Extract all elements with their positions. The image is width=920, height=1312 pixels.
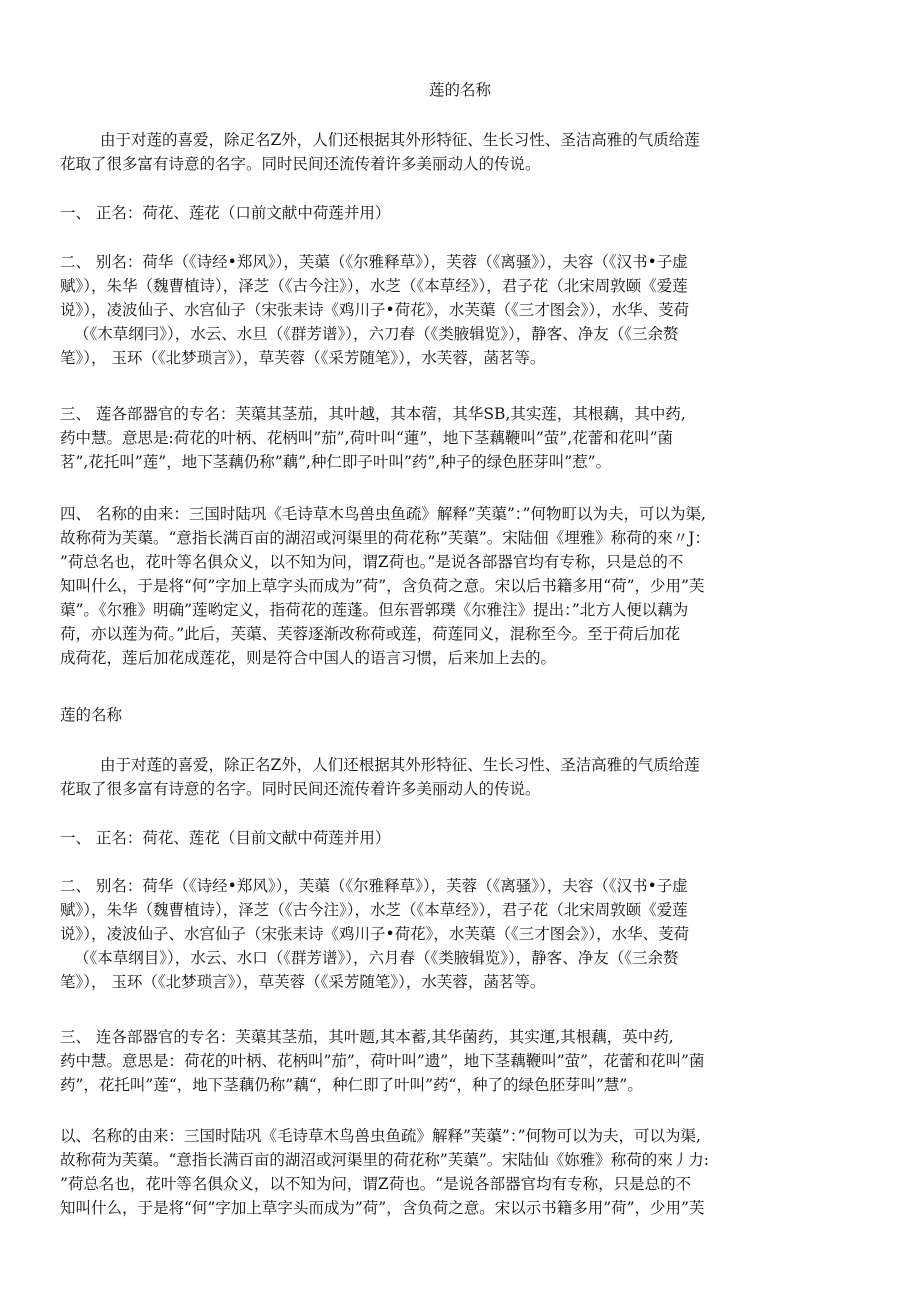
text-line: （《本草纲目》），水云、水口（《群芳谱》），六月春（《类腋辑览》），静客、净友（《三余赘 — [74, 949, 679, 967]
text-line: 笔》）， 玉环（《北梦琐言》），草芙蓉（《采芳随笔》），水芙蓉，菡茗等。 — [60, 973, 546, 991]
text-line: 以、名称的由来：三国时陆巩《毛诗草木鸟兽虫鱼疏》解释”芙蕖”：”何物可以为夫，可以为渠, — [60, 1127, 701, 1145]
text-line: ”荷总名也，花叶等名俱众义，以不知为问，谓Z荷也。”是说各部器官均有专称，只是总的不 — [60, 553, 684, 571]
text-line: 药”，花托叫”莲“，地下茎藕仍称”藕“，种仁即了叶叫”药“，种了的绿色胚芽叫”慧”。 — [60, 1076, 643, 1094]
section2-title: 莲的名称 — [60, 706, 123, 724]
text-line: 故称荷为芙蕖。“意指长满百亩的湖沼或河渠里的荷花称”芙蕖”。宋陆仙《妳雅》称荷的來丿力: — [60, 1151, 709, 1169]
section2-paragraph-2 — [60, 874, 860, 994]
text-line: 一、 正名：荷花、莲花（口前文献中荷莲并用） — [60, 204, 391, 222]
section1-paragraph-2 — [60, 250, 860, 370]
text-line: 故称荷为芙蕖。“意指长满百亩的湖沼或河渠里的荷花称”芙蕖”。宋陆佃《埋雅》称荷的來〃J： — [60, 529, 710, 547]
text-line: 说》），凌波仙子、水宫仙子（宋张耒诗《鸡川子•荷花》，水芙蕖（《三才图会》），水华、芰荷 — [60, 925, 690, 943]
section1-title: 莲的名称 — [428, 81, 491, 99]
text-line: 花取了很多富有诗意的名字。同时民间还流传着许多美丽动人的传说。 — [60, 780, 541, 798]
text-line: 赋》），朱华（魏曹植诗），泽芝（《古今注》），水芝（《本草经》），君子花（北宋周敦颐《爱莲 — [60, 901, 688, 919]
section1-paragraph-1 — [60, 201, 860, 225]
text-line: 三、 莲各部器官的专名：芙蕖其茎茄，其叶越，其本蓿，其华SB,其实莲，其根藕，其中药, — [60, 405, 686, 423]
text-line: 一、 正名：荷花、莲花（目前文献中荷莲并用） — [60, 829, 391, 847]
text-line: 三、 连各部器官的专名：芙蕖其茎茄，其叶题,其本蓄,其华菌药，其实運,其根藕，英中药, — [60, 1028, 674, 1046]
text-line: 药中慧。意思是:荷花的叶柄、花柄叫”茄”,荷叶叫“蓮”，地下茎藕鞭叫”萤”,花蕾和花叫”菌 — [60, 429, 674, 447]
text-line: 由于对莲的喜爱，除疋名Z外，人们还根据其外形特征、生长习性、圣洁高雅的气质给莲 — [100, 131, 700, 149]
text-line: 知叫什么，于是将“何”字加上草字头而成为”荷”，含负荷之意。宋以后书籍多用“荷”，少用”芙 — [60, 577, 705, 595]
text-line: ”荷总名也，花叶等名俱众义，以不知为问，谓Z荷也。“是说各部器官均有专称，只是总的不 — [60, 1175, 692, 1193]
text-line: 茗”,花托叫”莲”，地下茎藕仍称”藕”,种仁即子叶叫”药”,种子的绿色胚芽叫”惹”。 — [60, 453, 612, 471]
text-line: 花取了很多富有诗意的名字。同时民间还流传着许多美丽动人的传说。 — [60, 155, 541, 173]
text-line: 笔》）， 玉环（《北梦琐言》），草芙蓉（《采芳随笔》），水芙蓉，菡茗等。 — [60, 349, 546, 367]
text-line: 赋》），朱华（魏曹植诗），泽芝（《古今注》），水芝（《本草经》），君子花（北宋周敦颐《爱莲 — [60, 277, 688, 295]
text-line: 知叫什么，于是将“何”字加上草字头而成为”荷”，含负荷之意。宋以示书籍多用”荷”，少用”芙 — [60, 1199, 705, 1217]
text-line: 由于对莲的喜爱，除正名Z外，人们还根据其外形特征、生长习性、圣洁高雅的气质给莲 — [100, 756, 700, 774]
section1-intro — [60, 128, 860, 176]
text-line: 二、 别名：荷华（《诗经•郑风》），芙蕖（《尔雅释草》），芙蓉（《离骚》），夫容（《汉书•子虚 — [60, 877, 688, 895]
text-line: 成荷花，莲后加花成莲花，则是符合中国人的语言习惯，后来加上去的。 — [60, 649, 557, 667]
section2-intro — [60, 753, 860, 801]
text-line: 蕖”。《尔雅》明确”莲哟定义，指荷花的莲蓬。但东晋郭璞《尔雅注》提出：”北方人便以藕为 — [60, 601, 689, 619]
text-line: 荷，亦以莲为荷。”此后，芙蕖、芙蓉逐渐改称荷或莲，荷莲同义，混称至今。至于荷后加花 — [60, 625, 681, 643]
text-line: 四、 名称的由来：三国时陆巩《毛诗草木鸟兽虫鱼疏》解释”芙蕖”：”何物町以为夫，可以为渠, — [60, 505, 706, 523]
section2-paragraph-4 — [60, 1124, 860, 1220]
section1-paragraph-4 — [60, 502, 860, 670]
text-line: （《木草纲冃》），水云、水旦（《群芳谱》），六刀春（《类腋辑览》），静客、净友（《三余赘 — [74, 325, 679, 343]
section1-paragraph-3 — [60, 402, 860, 474]
text-line: 二、 别名：荷华（《诗经•郑风》），芙蕖（《尔雅释草》），芙蓉（《离骚》），夫容（《汉书•子虚 — [60, 253, 688, 271]
text-line: 说》），凌波仙子、水宫仙子（宋张耒诗《鸡川子•荷花》，水芙蕖（《三才图会》），水华、芰荷 — [60, 301, 690, 319]
text-line: 药中慧。意思是：荷花的叶柄、花柄叫”茄”，荷叶叫”遗”，地下茎藕鞭叫”萤”，花蕾和花叫”菌 — [60, 1052, 705, 1070]
section2-paragraph-1 — [60, 826, 860, 850]
section2-paragraph-3 — [60, 1025, 860, 1097]
